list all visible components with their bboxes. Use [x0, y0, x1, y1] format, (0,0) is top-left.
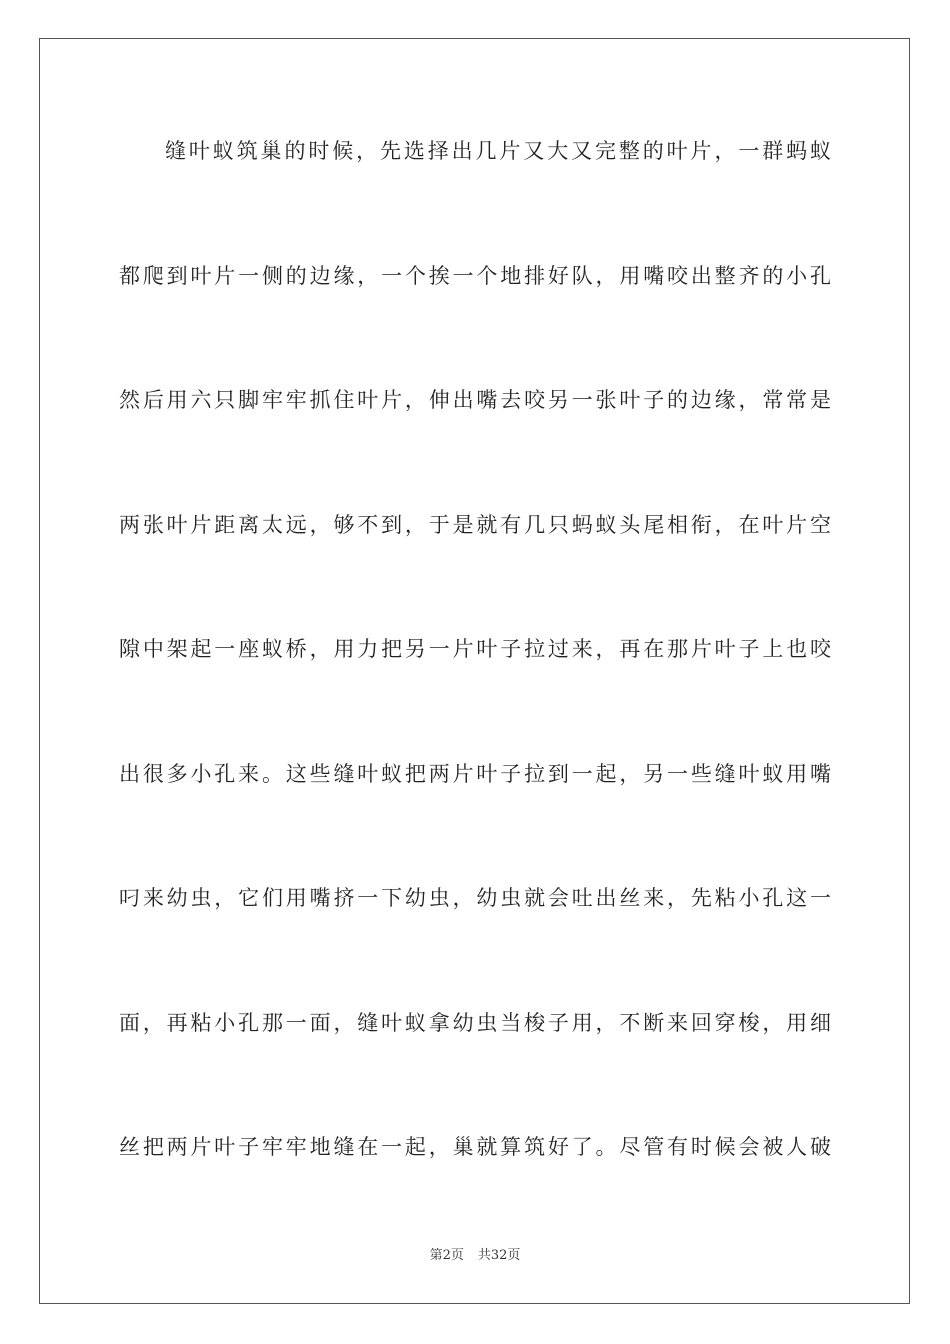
paragraph-line: 出很多小孔来。这些缝叶蚁把两片叶子拉到一起，另一些缝叶蚁用嘴 — [119, 762, 831, 786]
page-number: 第2页 — [429, 1248, 464, 1263]
paragraph-line: 都爬到叶片一侧的边缘，一个挨一个地排好队，用嘴咬出整齐的小孔 — [119, 264, 831, 288]
paragraph-line: 缝叶蚁筑巢的时候，先选择出几片又大又完整的叶片，一群蚂蚁 — [165, 139, 831, 163]
paragraph-line: 叼来幼虫，它们用嘴挤一下幼虫，幼虫就会吐出丝来，先粘小孔这一 — [119, 886, 831, 910]
page-total: 共32页 — [477, 1248, 521, 1263]
paragraph-line: 隙中架起一座蚁桥，用力把另一片叶子拉过来，再在那片叶子上也咬 — [119, 637, 831, 661]
page-footer — [0, 1246, 950, 1266]
page-border — [39, 38, 910, 1304]
paragraph-line: 丝把两片叶子牢牢地缝在一起，巢就算筑好了。尽管有时候会被人破 — [119, 1135, 831, 1159]
paragraph-line: 面，再粘小孔那一面，缝叶蚁拿幼虫当梭子用，不断来回穿梭，用细 — [119, 1011, 831, 1035]
paragraph-line: 两张叶片距离太远，够不到，于是就有几只蚂蚁头尾相衔，在叶片空 — [119, 513, 831, 537]
paragraph-line: 然后用六只脚牢牢抓住叶片，伸出嘴去咬另一张叶子的边缘，常常是 — [119, 388, 831, 412]
